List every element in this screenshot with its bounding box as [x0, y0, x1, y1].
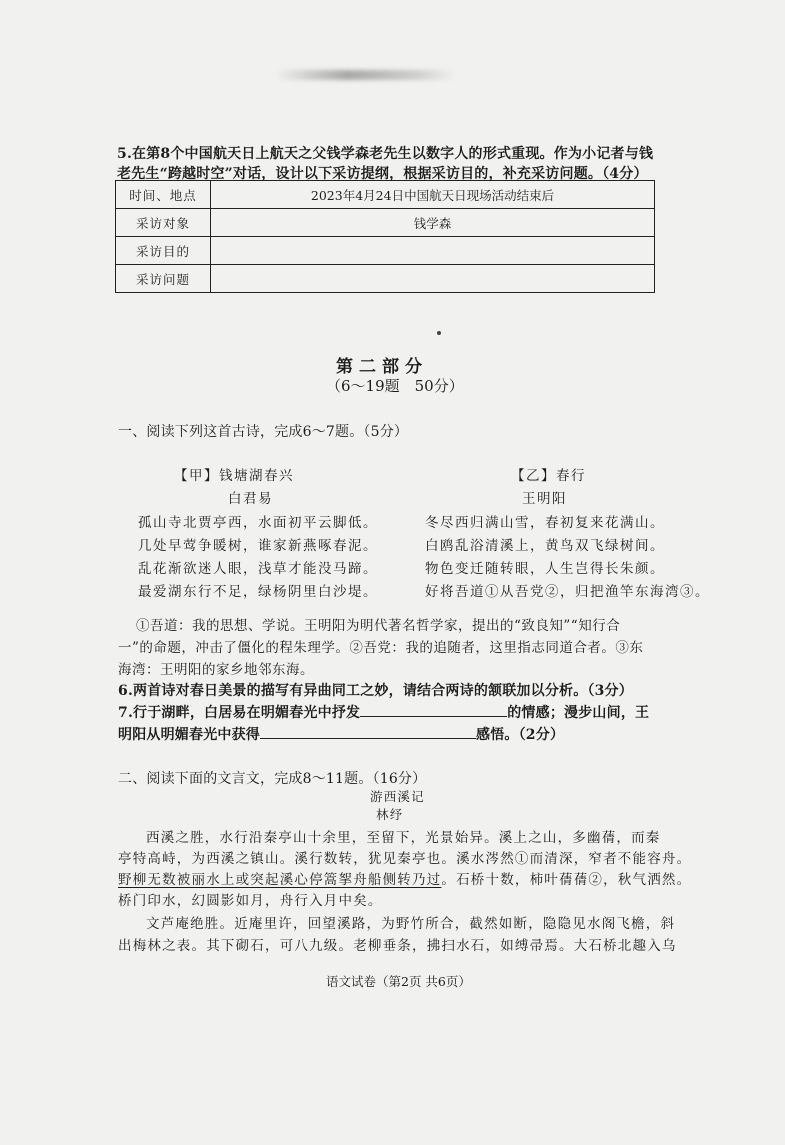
part-subtitle: （6～19题 50分）: [326, 377, 464, 395]
table-key: 采访对象: [116, 209, 211, 237]
section2-heading: 二、阅读下面的文言文，完成8～11题。（16分）: [118, 771, 427, 787]
question-7-line2: [118, 724, 564, 744]
question-6: 6.两首诗对春日美景的描写有异曲同工之妙，请结合两诗的颔联加以分析。（3分）: [118, 683, 633, 699]
table-row: [116, 237, 655, 265]
table-row: [116, 265, 655, 293]
poem-a-title: 【甲】钱塘湖春兴: [174, 468, 294, 484]
question-7-line1: [118, 702, 649, 722]
poem-b-line: 物色变迁随转眼，人生岂得长朱颜。: [425, 561, 665, 577]
page-footer: 语文试卷（第2页 共6页）: [326, 974, 471, 989]
q5-line2: 老先生“跨越时空”对话，设计以下采访提纲，根据采访目的，补充采访问题。（4分）: [117, 166, 648, 182]
answer-blank[interactable]: [260, 724, 476, 739]
answer-field-questions[interactable]: [211, 265, 655, 293]
poem-b-line: 冬尽西归满山雪，春初复来花满山。: [425, 515, 665, 531]
table-key: 采访问题: [116, 265, 211, 293]
q7-text: 感悟。（2分）: [476, 727, 565, 743]
table-key: 时间、地点: [116, 181, 211, 209]
essay-line: 出梅林之表。其下砌石，可八九级。老柳垂条，拂扫水石，如缚帚焉。大石桥北趣入乌: [118, 938, 677, 954]
footnote-line: 一”的命题，冲击了僵化的程朱理学。②吾党：我的追随者，这里指志同道合者。③东: [118, 640, 644, 656]
table-value: 钱学森: [211, 209, 655, 237]
table-row: [116, 181, 655, 209]
essay-line: 文芦庵绝胜。近庵里许，回望溪路，为野竹所合，截然如断，隐隐见水阁飞檐，斜: [146, 916, 676, 932]
table-key: 采访目的: [116, 237, 211, 265]
q7-text: 的情感；漫步山间，王: [507, 705, 650, 721]
essay-line: 亭特高峙，为西溪之镇山。溪行数转，犹见秦亭也。溪水涔然①而清深，窄者不能容舟。: [118, 851, 692, 867]
poem-b-line: 白鸥乱浴清溪上，黄鸟双飞绿树间。: [425, 538, 665, 554]
q7-text: 7.行于湖畔，白居易在明媚春光中抒发: [118, 705, 361, 721]
q5-line1: 5.在第8个中国航天日上航天之父钱学森老先生以数字人的形式重现。作为小记者与钱: [117, 146, 654, 162]
answer-blank[interactable]: [360, 702, 507, 717]
poem-a-line: 几处早莺争暖树，谁家新燕啄春泥。: [138, 538, 378, 554]
essay-line: 西溪之胜，水行沿秦亭山十余里，至留下，光景始异。溪上之山，多幽蒨，而秦: [146, 830, 661, 846]
table-row: [116, 209, 655, 237]
table-value: 2023年4月24日中国航天日现场活动结束后: [211, 181, 655, 209]
interview-table: [115, 180, 655, 293]
poem-a-line: 乱花渐欲迷人眼，浅草才能没马蹄。: [138, 561, 378, 577]
footnote-line: ①吾道：我的思想、学说。王明阳为明代著名哲学家，提出的“致良知”“知行合: [136, 618, 621, 634]
poem-b-author: 王明阳: [522, 491, 567, 507]
essay-line: 桥门印水，幻圆影如月，舟行入月中矣。: [118, 893, 383, 909]
underlined-sentence: 野柳无数被丽水上或突起溪心停篙挐舟船侧转乃过: [118, 872, 442, 888]
essay-text: 。石桥十数，柿叶蒨蒨②，秋气洒然。: [441, 872, 692, 888]
q7-text: 明阳从明媚春光中获得: [118, 727, 260, 743]
poem-a-line: 最爱湖东行不足，绿杨阴里白沙堤。: [138, 584, 378, 600]
poem-b-title: 【乙】春行: [511, 468, 586, 484]
scan-shadow: [275, 70, 455, 80]
poem-a-line: 孤山寺北贾亭西，水面初平云脚低。: [138, 515, 378, 531]
poem-b-line: 好将吾道①从吾党②，归把渔竿东海湾③。: [425, 584, 710, 600]
poem-a-author: 白君易: [228, 491, 273, 507]
essay-title: 游西溪记: [370, 789, 425, 804]
footnote-line: 海湾：王明阳的家乡地邻东海。: [118, 662, 314, 678]
part-title: 第二部分: [336, 357, 428, 377]
essay-author: 林纾: [376, 807, 404, 822]
scan-speck: [437, 331, 441, 335]
answer-field-purpose[interactable]: [211, 237, 655, 265]
essay-line: [118, 868, 691, 888]
section1-heading: 一、阅读下列这首古诗，完成6～7题。（5分）: [118, 424, 409, 440]
